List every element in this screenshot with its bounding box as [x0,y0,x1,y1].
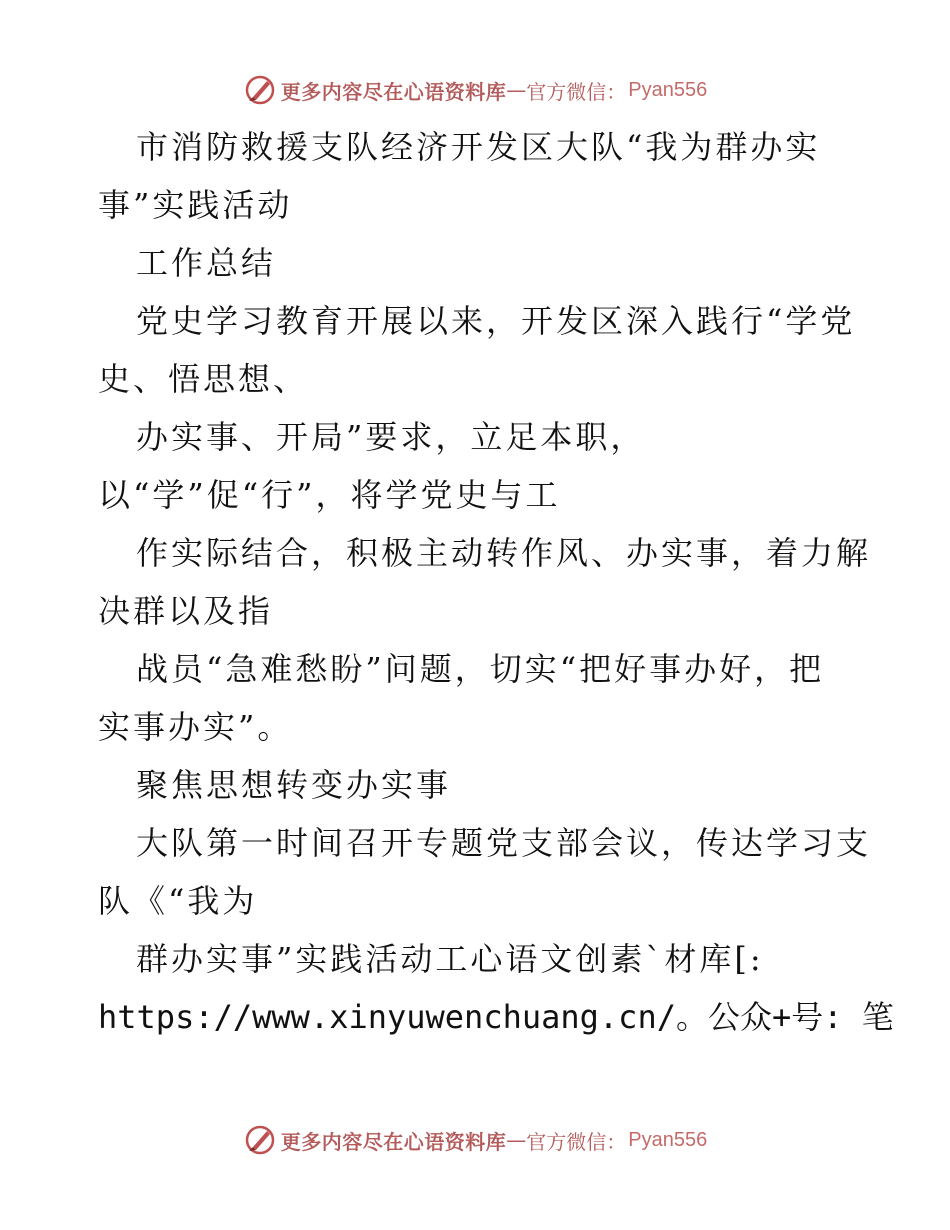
doc-line: 事”实践活动 [98,186,293,224]
doc-line: 队《“我为 [98,882,258,920]
banner-text: 更多内容尽在心语资料库 [280,1129,507,1154]
doc-line: 工作总结 [136,244,277,282]
banner-brand: Pyan556 [628,78,708,101]
doc-line: 大队第一时间召开专题党支部会议，传达学习支 [136,824,872,862]
pen-logo-icon [243,1123,277,1157]
doc-line: 以“学”促“行”，将学党史与工 [98,476,561,514]
banner-text: 更多内容尽在心语资料库 [280,79,507,104]
document-body [98,118,894,1046]
banner-wechat-label: 官方微信： [526,1129,627,1154]
doc-line: 聚焦思想转变办实事 [136,766,452,804]
doc-line-url: https://www.xinyuwenchuang.cn/。公众+号: 笔 [98,998,894,1036]
doc-line: 群办实事”实践活动工心语文创素`材库[: [136,940,764,978]
pen-logo-icon [243,73,277,107]
footer-banner [0,1120,950,1160]
doc-line: 决群以及指 [98,592,274,630]
doc-line: 办实事、开局”要求，立足本职， [136,418,646,456]
banner-separator: — [506,78,527,102]
doc-line: 市消防救援支队经济开发区大队“我为群办实 [136,128,821,166]
banner-wechat-label: 官方微信： [526,79,627,104]
banner-brand: Pyan556 [628,1128,708,1151]
doc-line: 作实际结合，积极主动转作风、办实事，着力解 [136,534,872,572]
doc-line: 史、悟思想、 [98,360,309,398]
doc-line: 党史学习教育开展以来，开发区深入践行“学党 [136,302,856,340]
doc-line: 战员“急难愁盼”问题，切实“把好事办好，把 [136,650,825,688]
banner-separator: — [506,1128,527,1152]
header-banner [0,70,950,110]
doc-line: 实事办实”。 [98,708,293,746]
